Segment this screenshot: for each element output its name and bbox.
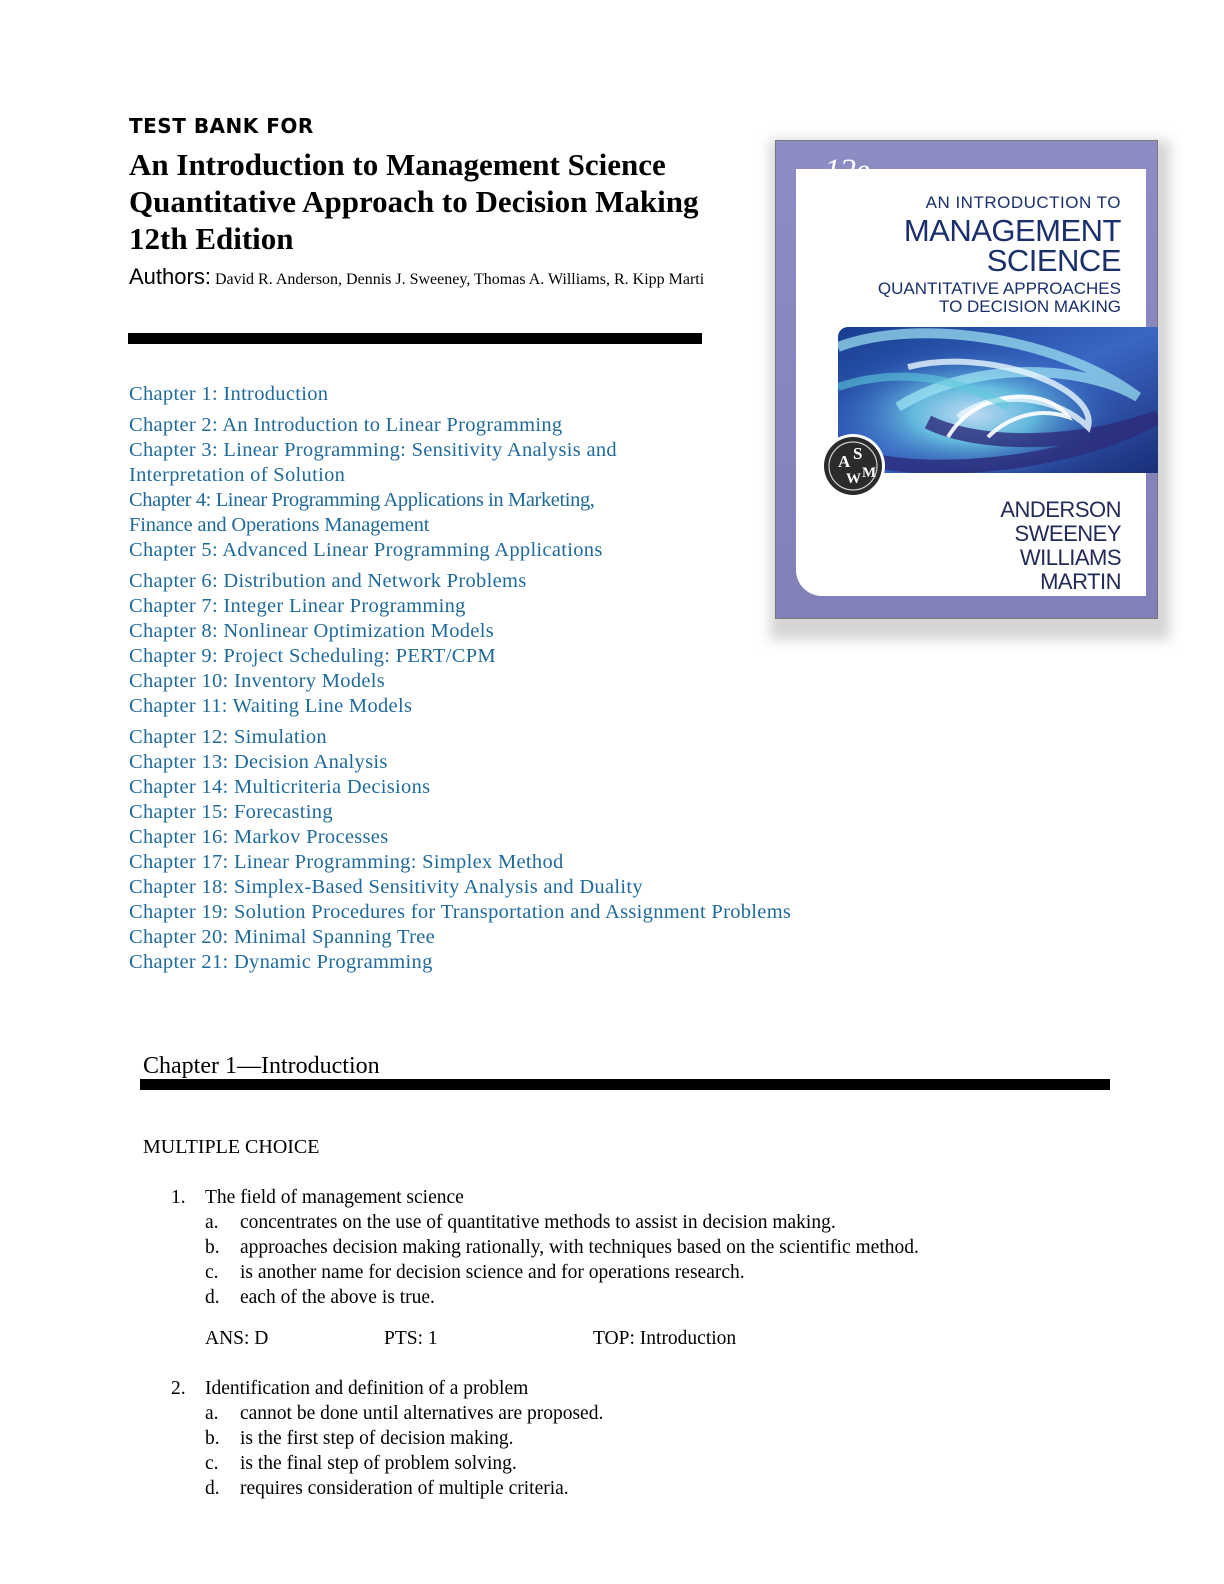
cover-author-2: SWEENEY [1014,521,1121,546]
cover-subtitle-line1: QUANTITATIVE APPROACHES [877,279,1121,298]
option-row [0,1476,1224,1501]
toc-item-ch8[interactable]: Chapter 8: Nonlinear Optimization Models [129,620,494,642]
option-row [0,1451,1224,1476]
header-divider [128,333,702,344]
section-heading: MULTIPLE CHOICE [143,1136,320,1158]
question-text: The field of management science [205,1187,464,1208]
cover-author-4: MARTIN [1040,569,1121,594]
question-number: 2. [171,1378,186,1399]
toc-item-ch3-cont[interactable]: Interpretation of Solution [129,464,346,486]
option-letter: c. [205,1453,219,1474]
chapter-divider [140,1079,1110,1090]
toc-item-ch11[interactable]: Chapter 11: Waiting Line Models [129,695,413,717]
option-letter: d. [205,1287,220,1308]
toc-item-ch4-cont[interactable]: Finance and Operations Management [129,514,430,536]
option-text: requires consideration of multiple criteria. [240,1478,569,1499]
question-1 [0,1185,1224,1210]
toc-item-ch18[interactable]: Chapter 18: Simplex-Based Sensitivity Analysis and Duality [129,876,643,898]
authors-line [129,266,749,291]
toc-item-ch6[interactable]: Chapter 6: Distribution and Network Problems [129,570,527,592]
toc-item-ch15[interactable]: Chapter 15: Forecasting [129,801,333,823]
question-number: 1. [171,1187,186,1208]
cover-spiral-art [838,327,1158,473]
question-2 [0,1376,1224,1401]
toc-item-ch21[interactable]: Chapter 21: Dynamic Programming [129,951,433,973]
toc-item-ch3[interactable]: Chapter 3: Linear Programming: Sensitivity Analysis and [129,439,617,461]
authors-names: David R. Anderson, Dennis J. Sweeney, Thomas A. Williams, R. Kipp Marti [214,271,705,288]
option-row [0,1260,1224,1285]
book-cover [775,140,1158,619]
cover-subtitle-line2: TO DECISION MAKING [939,297,1121,316]
chapter-heading: Chapter 1—Introduction [143,1053,380,1079]
toc-item-ch2[interactable]: Chapter 2: An Introduction to Linear Programming [129,414,563,436]
toc-item-ch7[interactable]: Chapter 7: Integer Linear Programming [129,595,466,617]
option-text: cannot be done until alternatives are proposed. [240,1403,604,1424]
svg-text:A: A [838,452,851,471]
option-text: is another name for decision science and for operations research. [240,1262,745,1283]
svg-text:S: S [853,444,863,463]
cover-title-line3: SCIENCE [986,243,1121,278]
cover-title-line2: MANAGEMENT [903,213,1121,248]
authors-label: Authors: [129,264,211,289]
toc-item-ch10[interactable]: Chapter 10: Inventory Models [129,670,386,692]
option-text: is the final step of problem solving. [240,1453,517,1474]
option-text: concentrates on the use of quantitative methods to assist in decision making. [240,1212,836,1233]
toc-item-ch13[interactable]: Chapter 13: Decision Analysis [129,751,388,773]
cover-edition: 12e [824,153,869,189]
toc-item-ch9[interactable]: Chapter 9: Project Scheduling: PERT/CPM [129,645,496,667]
svg-text:M: M [862,465,877,481]
answer-row [0,1326,1224,1351]
option-letter: c. [205,1262,219,1283]
test-bank-label: TEST BANK FOR [129,114,314,138]
toc-item-ch19[interactable]: Chapter 19: Solution Procedures for Transportation and Assignment Problems [129,901,792,923]
option-text: approaches decision making rationally, with techniques based on the scientific method. [240,1237,919,1258]
cover-title-line1: AN INTRODUCTION TO [925,193,1121,212]
option-text: is the first step of decision making. [240,1428,514,1449]
option-row [0,1285,1224,1310]
topic: TOP: Introduction [593,1328,737,1349]
question-text: Identification and definition of a problem [205,1378,529,1399]
option-row [0,1235,1224,1260]
toc-item-ch1[interactable]: Chapter 1: Introduction [129,383,329,405]
option-row [0,1401,1224,1426]
aswm-seal-icon [820,433,886,499]
cover-author-1: ANDERSON [1000,497,1121,522]
toc-item-ch20[interactable]: Chapter 20: Minimal Spanning Tree [129,926,435,948]
option-letter: a. [205,1403,219,1424]
toc-item-ch17[interactable]: Chapter 17: Linear Programming: Simplex Method [129,851,564,873]
option-text: each of the above is true. [240,1287,435,1308]
option-letter: b. [205,1428,220,1449]
toc-item-ch5[interactable]: Chapter 5: Advanced Linear Programming Applications [129,539,603,561]
toc-item-ch12[interactable]: Chapter 12: Simulation [129,726,327,748]
points: PTS: 1 [384,1328,438,1349]
toc-item-ch14[interactable]: Chapter 14: Multicriteria Decisions [129,776,431,798]
toc-item-ch16[interactable]: Chapter 16: Markov Processes [129,826,389,848]
answer-key: ANS: D [205,1328,269,1349]
toc-item-ch4[interactable]: Chapter 4: Linear Programming Applications in Marketing, [129,489,595,511]
svg-text:W: W [846,471,861,487]
option-letter: d. [205,1478,220,1499]
book-title: An Introduction to Management Science Quantitative Approach to Decision Making 12th Edition [129,147,699,256]
option-row [0,1210,1224,1235]
option-row [0,1426,1224,1451]
option-letter: b. [205,1237,220,1258]
cover-author-3: WILLIAMS [1019,545,1121,570]
option-letter: a. [205,1212,219,1233]
